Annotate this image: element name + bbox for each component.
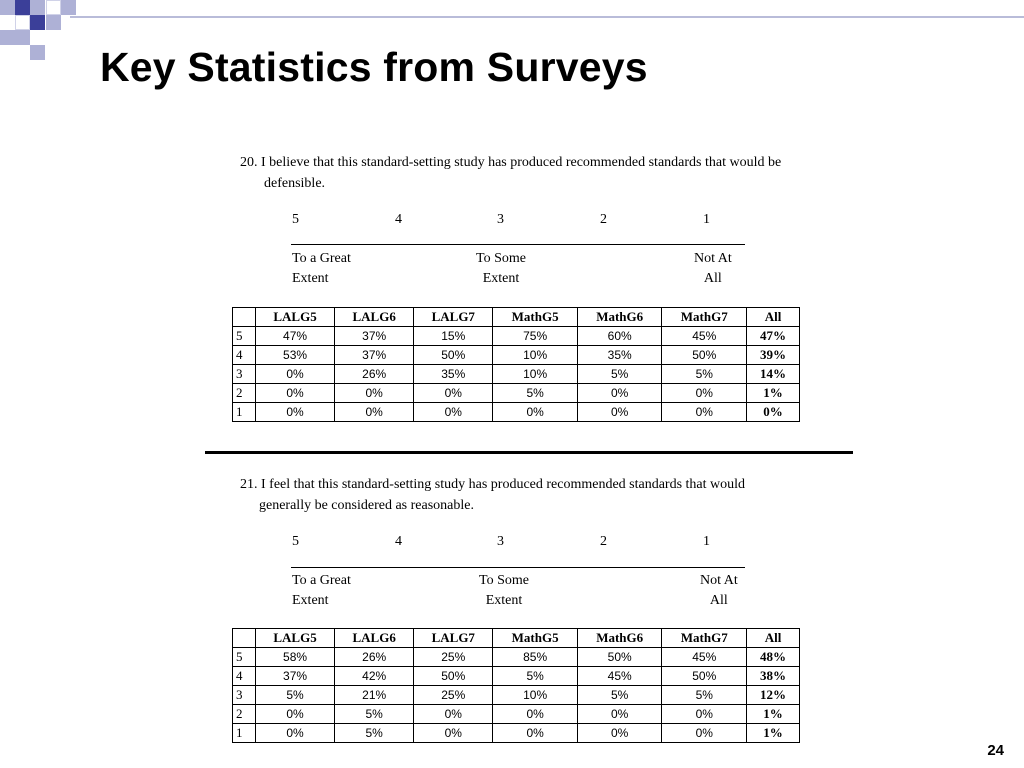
- decor-square: [30, 45, 45, 60]
- row-label: 1: [233, 724, 256, 743]
- anchor-middle: [479, 571, 529, 611]
- table-cell-all: 14%: [747, 365, 800, 384]
- column-header: MathG6: [577, 629, 662, 648]
- scale-line: [291, 244, 745, 245]
- column-header: LALG7: [414, 629, 493, 648]
- table-cell: 35%: [414, 365, 493, 384]
- table-cell: 0%: [577, 724, 662, 743]
- table-cell: 85%: [493, 648, 578, 667]
- question-line: 21. I feel that this standard-setting study has produced recommended standards that would: [240, 477, 746, 492]
- column-header: MathG7: [662, 629, 747, 648]
- table-cell: 26%: [335, 648, 414, 667]
- column-header: MathG7: [662, 308, 747, 327]
- table-cell: 10%: [493, 365, 578, 384]
- table-cell: 10%: [493, 686, 578, 705]
- scale-number: 5: [292, 534, 299, 549]
- column-header: LALG7: [414, 308, 493, 327]
- question-text: [240, 152, 880, 194]
- row-label: 5: [233, 327, 256, 346]
- decor-square: [15, 0, 30, 15]
- table-cell: 5%: [493, 667, 578, 686]
- row-label: 3: [233, 365, 256, 384]
- table-row: [233, 327, 800, 346]
- column-header: LALG6: [335, 629, 414, 648]
- anchor-line: Extent: [292, 271, 329, 286]
- table-cell: 45%: [662, 327, 747, 346]
- table-cell: 5%: [662, 686, 747, 705]
- decor-square: [15, 30, 30, 45]
- page-number: 24: [987, 742, 1004, 759]
- table-cell: 0%: [256, 384, 335, 403]
- scale-line: [291, 567, 745, 568]
- anchor-line: All: [709, 593, 728, 608]
- table-cell: 0%: [662, 724, 747, 743]
- table-cell: 25%: [414, 686, 493, 705]
- decor-square: [46, 15, 61, 30]
- row-label: 2: [233, 705, 256, 724]
- scale-number: 2: [600, 212, 607, 227]
- anchor-line: To a Great: [292, 573, 351, 588]
- anchor-right: [700, 571, 738, 611]
- table-cell: 50%: [414, 346, 493, 365]
- table-row: [233, 648, 800, 667]
- column-header: All: [747, 308, 800, 327]
- table-cell-all: 38%: [747, 667, 800, 686]
- table-cell: 5%: [577, 686, 662, 705]
- table-cell: 45%: [577, 667, 662, 686]
- row-label: 2: [233, 384, 256, 403]
- row-label: 5: [233, 648, 256, 667]
- column-header: MathG6: [577, 308, 662, 327]
- table-cell: 0%: [662, 384, 747, 403]
- table-cell: 0%: [662, 705, 747, 724]
- scale-number: 5: [292, 212, 299, 227]
- table-cell-all: 39%: [747, 346, 800, 365]
- column-header: MathG5: [493, 308, 578, 327]
- table-cell: 37%: [335, 327, 414, 346]
- decor-square: [61, 0, 76, 15]
- table-cell: 0%: [577, 705, 662, 724]
- question-line: 20. I believe that this standard-setting study has produced recommended standards that would be: [240, 155, 782, 170]
- anchor-line: To Some: [479, 573, 529, 588]
- anchor-line: To a Great: [292, 251, 351, 266]
- table-row: [233, 686, 800, 705]
- scale-number: 2: [600, 534, 607, 549]
- scale-number: 3: [497, 212, 504, 227]
- table-cell: 37%: [335, 346, 414, 365]
- table-cell-all: 1%: [747, 705, 800, 724]
- table-cell: 50%: [577, 648, 662, 667]
- table-row: [233, 724, 800, 743]
- table-cell: 21%: [335, 686, 414, 705]
- anchor-right: [694, 249, 732, 289]
- table-cell: 26%: [335, 365, 414, 384]
- row-label: 4: [233, 346, 256, 365]
- scale-number: 1: [703, 212, 710, 227]
- table-cell-all: 47%: [747, 327, 800, 346]
- table-cell: 50%: [414, 667, 493, 686]
- scale-number: 3: [497, 534, 504, 549]
- table-cell: 0%: [493, 705, 578, 724]
- table-cell-all: 1%: [747, 384, 800, 403]
- table-cell: 5%: [256, 686, 335, 705]
- table-row: [233, 403, 800, 422]
- table-cell: 0%: [493, 724, 578, 743]
- decor-square: [0, 30, 15, 45]
- question-text: [240, 474, 880, 516]
- title-rule: [70, 16, 1024, 18]
- anchor-line: Extent: [485, 593, 523, 608]
- anchor-line: Not At: [694, 251, 732, 266]
- table-cell: 0%: [414, 403, 493, 422]
- table-cell: 5%: [577, 365, 662, 384]
- table-row: [233, 346, 800, 365]
- anchor-line: Extent: [482, 271, 520, 286]
- slide-title: Key Statistics from Surveys: [100, 44, 648, 90]
- table-cell: 0%: [414, 384, 493, 403]
- results-table: [232, 307, 800, 422]
- table-cell: 0%: [256, 365, 335, 384]
- scale-number: 4: [395, 212, 402, 227]
- table-cell: 47%: [256, 327, 335, 346]
- decor-square: [30, 0, 45, 15]
- table-cell: 5%: [662, 365, 747, 384]
- table-cell: 75%: [493, 327, 578, 346]
- table-cell: 60%: [577, 327, 662, 346]
- table-cell: 5%: [335, 724, 414, 743]
- table-cell-all: 12%: [747, 686, 800, 705]
- table-row: [233, 705, 800, 724]
- scale-number: 1: [703, 534, 710, 549]
- table-cell: 0%: [256, 705, 335, 724]
- anchor-line: All: [703, 271, 722, 286]
- decor-square: [46, 0, 61, 15]
- decor-square: [0, 0, 15, 15]
- table-cell: 0%: [256, 724, 335, 743]
- table-cell-all: 48%: [747, 648, 800, 667]
- row-label: 4: [233, 667, 256, 686]
- scale-number: 4: [395, 534, 402, 549]
- table-row: [233, 365, 800, 384]
- table-cell: 0%: [256, 403, 335, 422]
- table-cell: 15%: [414, 327, 493, 346]
- anchor-line: Extent: [292, 593, 329, 608]
- table-cell: 0%: [577, 384, 662, 403]
- table-row: [233, 667, 800, 686]
- table-cell: 25%: [414, 648, 493, 667]
- anchor-left: [292, 571, 351, 611]
- column-header: LALG5: [256, 308, 335, 327]
- table-cell: 45%: [662, 648, 747, 667]
- anchor-left: [292, 249, 351, 289]
- table-cell-all: 1%: [747, 724, 800, 743]
- table-cell: 0%: [335, 384, 414, 403]
- table-cell: 0%: [414, 705, 493, 724]
- anchor-middle: [476, 249, 526, 289]
- decor-square: [15, 15, 30, 30]
- table-cell: 50%: [662, 667, 747, 686]
- anchor-line: To Some: [476, 251, 526, 266]
- table-cell: 10%: [493, 346, 578, 365]
- table-corner-cell: [233, 308, 256, 327]
- table-cell: 53%: [256, 346, 335, 365]
- decor-square: [30, 15, 45, 30]
- table-cell-all: 0%: [747, 403, 800, 422]
- table-cell: 58%: [256, 648, 335, 667]
- table-cell: 0%: [493, 403, 578, 422]
- table-cell: 0%: [335, 403, 414, 422]
- table-cell: 5%: [493, 384, 578, 403]
- row-label: 1: [233, 403, 256, 422]
- results-table: [232, 628, 800, 743]
- column-header: MathG5: [493, 629, 578, 648]
- table-cell: 5%: [335, 705, 414, 724]
- table-cell: 42%: [335, 667, 414, 686]
- section-divider: [205, 451, 853, 454]
- column-header: LALG6: [335, 308, 414, 327]
- row-label: 3: [233, 686, 256, 705]
- table-cell: 50%: [662, 346, 747, 365]
- table-cell: 35%: [577, 346, 662, 365]
- table-cell: 0%: [577, 403, 662, 422]
- table-header-row: [233, 629, 800, 648]
- question-line: generally be considered as reasonable.: [259, 498, 474, 513]
- table-cell: 0%: [414, 724, 493, 743]
- column-header: LALG5: [256, 629, 335, 648]
- anchor-line: Not At: [700, 573, 738, 588]
- question-line: defensible.: [264, 176, 326, 191]
- table-header-row: [233, 308, 800, 327]
- table-corner-cell: [233, 629, 256, 648]
- table-cell: 37%: [256, 667, 335, 686]
- column-header: All: [747, 629, 800, 648]
- table-cell: 0%: [662, 403, 747, 422]
- table-row: [233, 384, 800, 403]
